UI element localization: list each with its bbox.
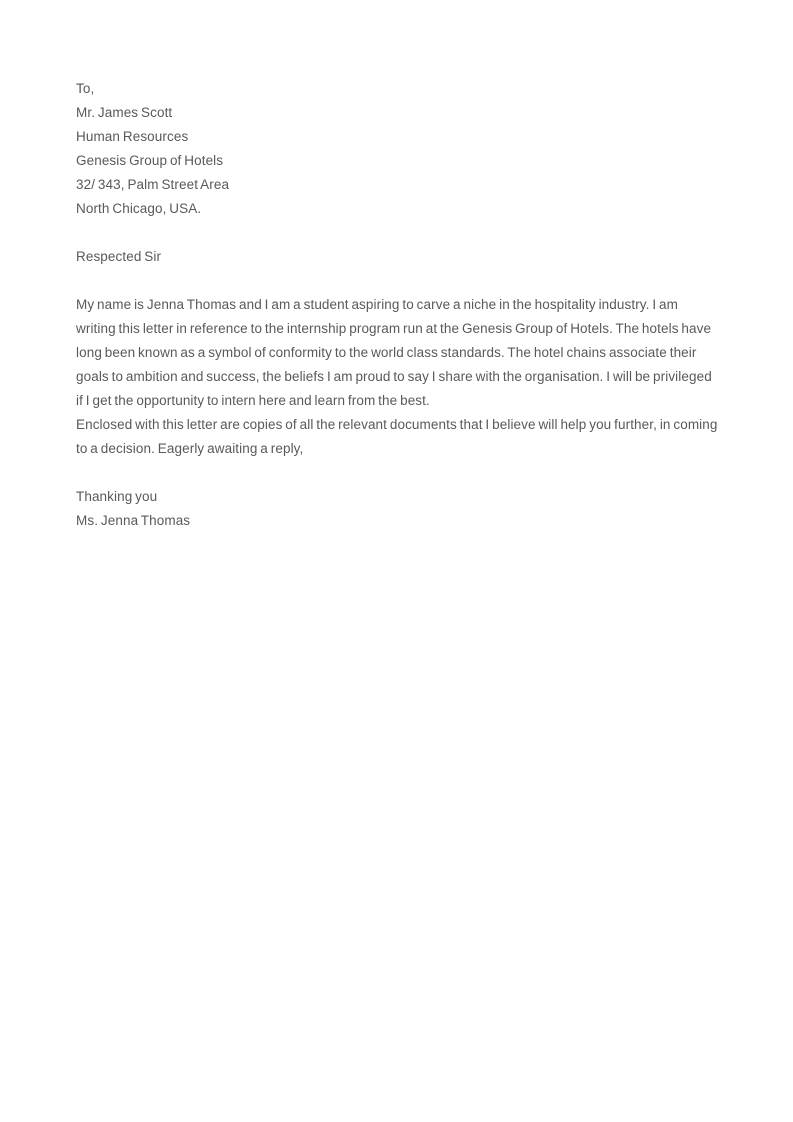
letter-body — [76, 293, 718, 461]
recipient-address-line: Human Resources — [76, 129, 189, 144]
closing-block — [76, 485, 715, 533]
spacer — [76, 269, 715, 293]
body-text-line: writing this letter in reference to the internship program run at the Genesis Group of Hotels. The hotels have — [76, 321, 712, 336]
body-text-line: My name is Jenna Thomas and I am a student aspiring to carve a niche in the hospitality industry. I am — [76, 297, 679, 312]
spacer — [76, 461, 715, 485]
spacer — [76, 221, 715, 245]
recipient-address-line: To, — [76, 81, 95, 96]
body-text-line: goals to ambition and success, the beliefs I am proud to say I share with the organisation. I will be privileged — [76, 369, 712, 384]
recipient-address-line: North Chicago, USA. — [76, 201, 202, 216]
body-text-line: Enclosed with this letter are copies of all the relevant documents that I believe will help you further, in coming — [76, 417, 718, 432]
body-text-line: long been known as a symbol of conformity to the world class standards. The hotel chains associate their — [76, 345, 697, 360]
closing-thanks-line: Thanking you — [76, 489, 158, 504]
recipient-address-line: Genesis Group of Hotels — [76, 153, 224, 168]
recipient-address-line: Mr. James Scott — [76, 105, 173, 120]
recipient-address-block — [76, 77, 715, 221]
body-text-line: to a decision. Eagerly awaiting a reply, — [76, 441, 304, 456]
greeting-line: Respected Sir — [76, 249, 162, 264]
recipient-address-line: 32/ 343, Palm Street Area — [76, 177, 230, 192]
closing-signature-line: Ms. Jenna Thomas — [76, 513, 191, 528]
body-text-line: if I get the opportunity to intern here and learn from the best. — [76, 393, 430, 408]
